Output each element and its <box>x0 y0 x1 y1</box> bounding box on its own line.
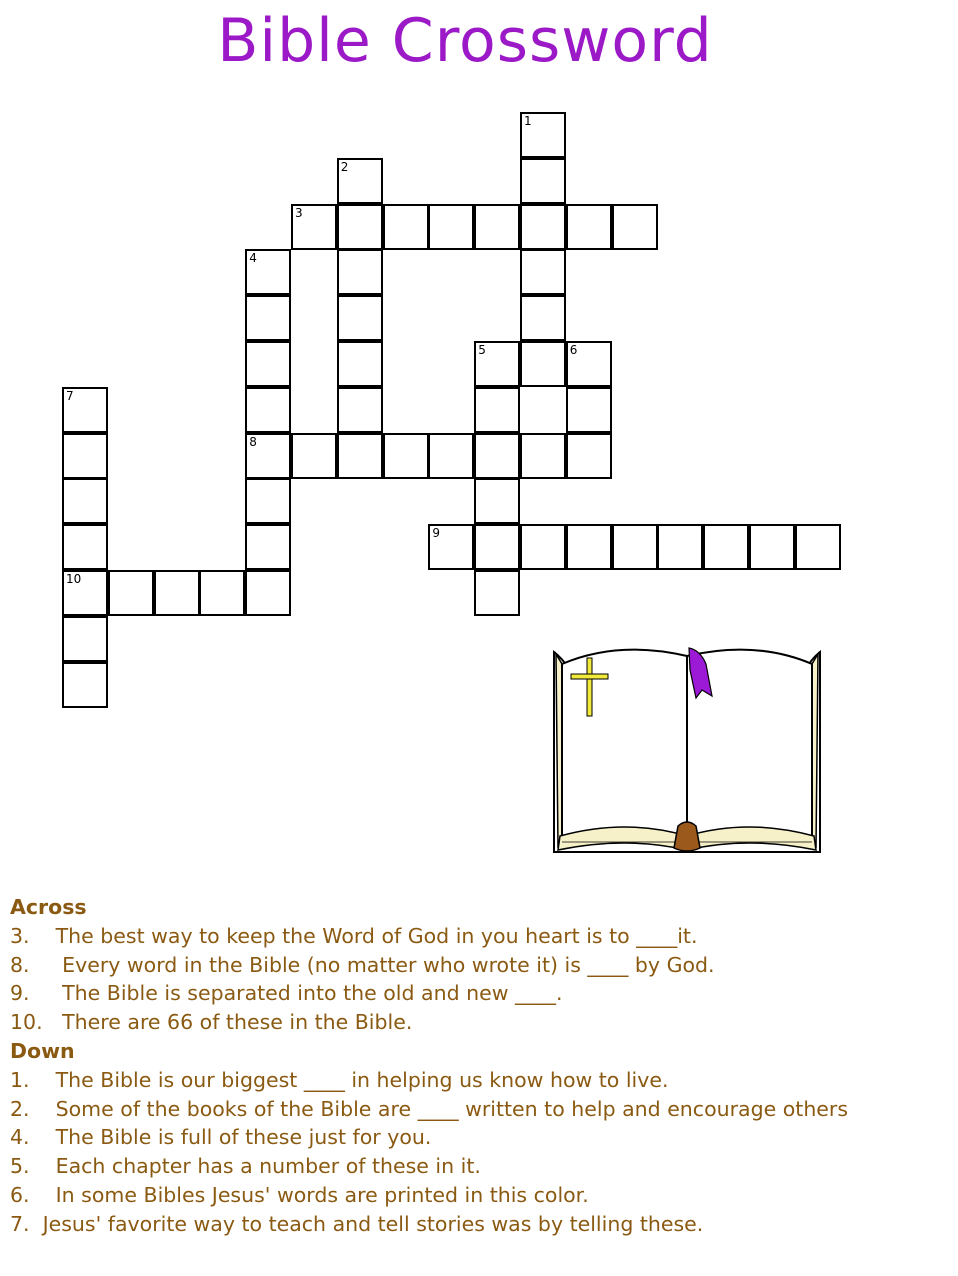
crossword-cell[interactable] <box>337 295 383 341</box>
crossword-cell[interactable] <box>337 204 383 250</box>
crossword-cell[interactable] <box>520 112 566 158</box>
crossword-cell[interactable] <box>520 295 566 341</box>
crossword-cell[interactable] <box>337 387 383 433</box>
crossword-cell[interactable] <box>428 524 474 570</box>
crossword-cell[interactable] <box>245 341 291 387</box>
clue-number: 5 <box>478 343 486 357</box>
crossword-cell[interactable] <box>245 387 291 433</box>
page-title: Bible Crossword <box>217 6 713 76</box>
crossword-cell[interactable] <box>245 249 291 295</box>
crossword-cell[interactable] <box>62 662 108 708</box>
across-clue: 10. There are 66 of these in the Bible. <box>10 1010 413 1035</box>
crossword-cell[interactable] <box>383 204 429 250</box>
crossword-cell[interactable] <box>566 387 612 433</box>
crossword-cell[interactable] <box>474 570 520 616</box>
clue-number: 4 <box>249 251 257 266</box>
crossword-cell[interactable] <box>703 524 749 570</box>
clue-number: 8 <box>249 434 257 449</box>
crossword-cell[interactable] <box>612 524 658 570</box>
crossword-cell[interactable] <box>337 249 383 295</box>
crossword-cell[interactable] <box>428 204 474 250</box>
crossword-cell[interactable] <box>291 433 337 479</box>
crossword-cell[interactable] <box>474 387 520 433</box>
clue-number: 7 <box>66 388 74 403</box>
crossword-cell[interactable] <box>62 570 108 616</box>
crossword-cell[interactable] <box>62 433 108 479</box>
crossword-cell[interactable] <box>199 570 245 616</box>
crossword-cell[interactable] <box>474 433 520 479</box>
clue-number: 2 <box>340 159 349 174</box>
crossword-cell[interactable] <box>62 616 108 662</box>
down-clue: 2. Some of the books of the Bible are ____ written to help and encourage others <box>10 1096 849 1121</box>
crossword-cell[interactable] <box>62 478 108 524</box>
crossword-cell[interactable] <box>474 478 520 524</box>
crossword-cell[interactable] <box>245 478 291 524</box>
down-clue: 5. Each chapter has a number of these in it. <box>10 1154 481 1179</box>
crossword-cell[interactable] <box>428 433 474 479</box>
crossword-cell[interactable] <box>154 570 200 616</box>
crossword-cell[interactable] <box>474 204 520 250</box>
crossword-cell[interactable] <box>657 524 703 570</box>
crossword-cell[interactable] <box>520 204 566 250</box>
crossword-cell[interactable] <box>245 570 291 616</box>
crossword-cell[interactable] <box>474 524 520 570</box>
down-clue: 1. The Bible is our biggest ____ in helping us know how to live. <box>10 1067 669 1092</box>
down-clue: 4. The Bible is full of these just for you. <box>10 1125 432 1150</box>
down-clue: 7. Jesus' favorite way to teach and tell stories was by telling these. <box>10 1211 704 1236</box>
crossword-cell[interactable] <box>474 341 520 387</box>
crossword-cell[interactable] <box>566 341 612 387</box>
crossword-cell[interactable] <box>383 433 429 479</box>
crossword-cell[interactable] <box>291 204 337 250</box>
clue-number: 3 <box>295 205 303 220</box>
crossword-cell[interactable] <box>795 524 841 570</box>
open-bible-icon <box>548 640 826 858</box>
crossword-cell[interactable] <box>245 295 291 341</box>
crossword-cell[interactable] <box>337 158 383 204</box>
crossword-cell[interactable] <box>245 433 291 479</box>
crossword-cell[interactable] <box>612 204 658 250</box>
across-clue: 8. Every word in the Bible (no matter who wrote it) is ____ by God. <box>10 952 715 977</box>
crossword-cell[interactable] <box>520 158 566 204</box>
crossword-cell[interactable] <box>337 341 383 387</box>
crossword-cell[interactable] <box>62 524 108 570</box>
crossword-cell[interactable] <box>566 433 612 479</box>
crossword-cell[interactable] <box>566 524 612 570</box>
crossword-cell[interactable] <box>108 570 154 616</box>
across-heading: Across <box>10 895 87 919</box>
crossword-cell[interactable] <box>520 249 566 295</box>
crossword-cell[interactable] <box>520 524 566 570</box>
down-clue: 6. In some Bibles Jesus' words are printed in this color. <box>10 1182 589 1207</box>
clue-number: 6 <box>569 343 578 357</box>
clues-section <box>10 893 958 1239</box>
crossword-cell[interactable] <box>749 524 795 570</box>
across-clue: 9. The Bible is separated into the old and new ____. <box>10 981 563 1006</box>
clue-number: 1 <box>524 114 532 128</box>
crossword-cell[interactable] <box>520 433 566 479</box>
crossword-cell[interactable] <box>62 387 108 433</box>
clue-number: 10 <box>66 572 82 586</box>
clue-number: 9 <box>432 526 441 541</box>
down-heading: Down <box>10 1038 75 1063</box>
across-clue: 3. The best way to keep the Word of God in you heart is to ____it. <box>10 923 698 948</box>
crossword-cell[interactable] <box>566 204 612 250</box>
crossword-cell[interactable] <box>337 433 383 479</box>
crossword-cell[interactable] <box>520 341 566 387</box>
crossword-cell[interactable] <box>245 524 291 570</box>
